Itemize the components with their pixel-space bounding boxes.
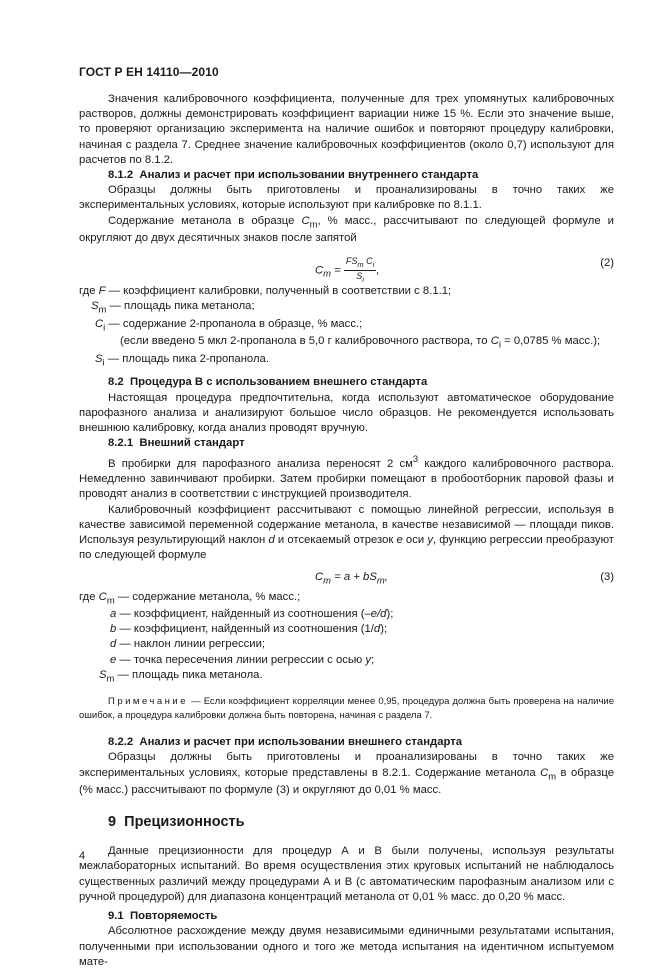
note-text: — Если коэффициент корреляции менее 0,95, процедура должна быть проверена на наличие ошибок, а процедура калибровки должна быть повторена, начиная с раздела 7. [79, 696, 614, 722]
text-fragment: , функцию регрессии преобразуют по следующей формуле [79, 534, 614, 562]
symbol-a: a [110, 607, 117, 620]
formula-lhs: C [315, 264, 324, 277]
symbol-y: y [365, 653, 372, 666]
symbol-c: C [490, 335, 499, 348]
paragraph-external-calculation [79, 750, 614, 798]
definition-text: ; [371, 653, 375, 666]
definition-sm-2 [79, 668, 614, 685]
subscript: i [103, 321, 106, 333]
note-label: Примечание [108, 696, 188, 708]
section-number: 8.2 [108, 376, 124, 389]
paragraph-procedure-b: Настоящая процедура предпочтительна, когда используют автоматическое оборудование парофазного анализа и анализируют большое число образцов. Не рекомендуется использовать внешнюю калибровку, когда анализ проводят вручную. [79, 391, 614, 434]
definition-si [79, 352, 614, 369]
text-fragment: каждого калибровочного раствора. Немедленно завинчивают пробирки. Затем пробирки помещают в пробоотборник паровой фазы и проводят анализ в соответствии с инструкцией производителя. [79, 458, 614, 501]
formula-rhs-sub: m [376, 573, 385, 585]
definition-text: ); [386, 607, 394, 620]
symbol-f: F [98, 285, 106, 298]
formula-number: (2) [600, 257, 614, 270]
numerator-sub-i: i [372, 260, 375, 270]
definition-text: — коэффициент, найденный из соотношения (– [116, 607, 371, 620]
definition-text: ); [380, 623, 388, 636]
formula-lhs-sub: m [323, 267, 332, 279]
definition-e [79, 653, 614, 668]
paragraph-methanol-content [79, 214, 614, 247]
text-fragment: и отсекаемый отрезок [274, 534, 397, 547]
paragraph-regression [79, 503, 614, 564]
section-8-2-1-heading [79, 436, 614, 451]
formula-lhs-sub: m [323, 573, 332, 585]
definition-b [79, 622, 614, 637]
symbol-c: C [98, 590, 107, 603]
definition-text: — коэффициент, найденный из соотношения (1/ [116, 623, 374, 636]
formula-expression [315, 256, 379, 285]
definition-ci [79, 317, 614, 334]
definition-text: — площадь пика 2-пропанола. [104, 352, 269, 365]
formula-number: (3) [600, 570, 614, 583]
section-title: Анализ и расчет при использовании внутреннего стандарта [139, 169, 479, 182]
fraction-denominator [344, 271, 376, 285]
section-number: 9.1 [108, 910, 124, 923]
formula-3 [79, 568, 614, 590]
section-title: Повторяемость [130, 910, 218, 923]
formula-rhs: = a + bS [331, 570, 377, 583]
section-number: 9 [108, 814, 117, 831]
definition-d [79, 637, 614, 652]
subscript: m [98, 303, 107, 315]
where-label: где [79, 590, 96, 603]
definition-text: — площадь пика метанола. [114, 668, 263, 681]
definition-ci-note [79, 334, 614, 351]
section-title: Анализ и расчет при использовании внешнего стандарта [139, 736, 463, 749]
symbol-d: d [373, 623, 381, 636]
section-9-1-heading [79, 909, 614, 924]
section-title: Прецизионность [124, 814, 245, 831]
symbol-s: S [99, 668, 107, 681]
text-fragment: Калибровочный коэффициент рассчитывают с помощью линейной регрессии, используя в качестве зависимой переменной содержание метанола, в качестве независимой — площади пиков. Используя результирующий наклон [79, 503, 614, 547]
paragraph-external-standard [79, 451, 614, 502]
symbol-b: b [110, 623, 117, 636]
symbol-c: C [95, 317, 104, 330]
symbol-d: d [268, 534, 275, 547]
symbol-s: S [95, 352, 103, 365]
text-fragment: в образце (% масс.) рассчитывают по формуле (3) и округляют до 0,01 % масс. [79, 766, 614, 797]
text-fragment: , % масс., рассчитывают по следующей формуле и округляют до двух десятичных знаков после запятой [79, 214, 614, 245]
text-fragment: В пробирки для парофазного анализа переносят 2 см [108, 458, 413, 471]
section-8-1-2-heading [79, 168, 614, 183]
section-number: 8.1.2 [108, 169, 134, 182]
text-fragment: оси [402, 534, 428, 547]
symbol-c: C [540, 766, 549, 779]
definition-text: — коэффициент калибровки, полученный в соответствии с 8.1.1; [105, 285, 452, 298]
definition-text: — площадь пика метанола; [106, 300, 255, 313]
definition-sm [79, 299, 614, 316]
paragraph-repeatability: Абсолютное расхождение между двумя независимыми единичными результатами испытания, полученными при использовании одного и того же метода испытания на идентичном испытуемом мате- [79, 925, 614, 968]
note-text: = 0,0785 % масс.); [500, 335, 601, 348]
symbol-s: S [91, 300, 99, 313]
page-number: 4 [79, 850, 86, 862]
text-fragment: Образцы должны быть приготовлены и проанализированы в точно таких же экспериментальных условиях, которые представлены в 8.2.1. Содержание метанола [79, 751, 614, 779]
paragraph-precision: Данные прецизионности для процедур А и В были получены, используя результаты межлабораторных испытаний. Во время осуществления этих круговых испытаний не наблюдалось существенных различий между процедурами А и В (с автоматическим парофазным анализом или с ручной процедурой) для диапазона концентраций метанола от 0,01 % масс. до 0,20 % масс. [79, 845, 614, 903]
section-number: 8.2.1 [108, 437, 134, 450]
symbol-e: e [110, 653, 117, 666]
symbol-y: y [427, 534, 433, 547]
subscript: m [106, 593, 115, 605]
subscript-m: m [309, 217, 318, 229]
section-8-2-2-heading [79, 735, 614, 750]
formula-equals: = [331, 264, 344, 277]
paragraph-calibration-variation: Значения калибровочного коэффициента, полученные для трех упомянутых калибровочных растворов, должны демонстрировать коэффициент вариации ниже 15 %. Если это значение выше, то проверяют организацию эксперимента на наличие ошибок и повторяют процедуру калибровки, начиная с раздела 7. Среднее значение калибровочных коэффициентов (около 0,7) используют для расчетов по 8.1.2. [79, 93, 614, 166]
formula-fraction [344, 256, 376, 285]
denominator-s: S [356, 271, 363, 282]
note-text: (если введено 5 мкл 2-пропанола в 5,0 г калибровочного раствора, то [120, 335, 491, 348]
definition-f [79, 284, 614, 299]
formula-tail: , [384, 570, 388, 583]
definition-text: — наклон линии регрессии; [116, 638, 266, 651]
numerator-c: C [366, 256, 373, 267]
symbol-c: C [301, 214, 310, 227]
section-number: 8.2.2 [108, 736, 134, 749]
section-title: Процедура В с использованием внешнего стандарта [130, 376, 428, 389]
formula-tail: , [376, 264, 380, 277]
fraction-numerator [344, 256, 376, 271]
document-body [79, 92, 614, 970]
section-9-heading [108, 812, 614, 832]
definition-text: — точка пересечения линии регрессии с осью [116, 653, 366, 666]
formula-2 [79, 250, 614, 284]
definition-text: — содержание метанола, % масс.; [114, 590, 301, 603]
page-header: ГОСТ Р ЕН 14110—2010 [79, 65, 219, 79]
definition-text: — содержание 2-пропанола в образце, % масс.; [105, 317, 363, 330]
paragraph-internal-samples: Образцы должны быть приготовлены и проанализированы в точно таких же экспериментальных условиях, которые используют при калибровке по 8.1.1. [79, 184, 614, 212]
section-title: Внешний стандарт [139, 437, 245, 450]
denominator-sub-i: i [362, 274, 364, 284]
note-correlation [79, 695, 614, 723]
subscript-m: m [548, 769, 557, 781]
ratio-e-d: e/d [370, 607, 387, 620]
definition-cm [79, 590, 614, 607]
section-8-2-heading [79, 375, 614, 390]
formula-lhs: C [315, 570, 324, 583]
where-label: где [79, 285, 96, 298]
subscript: m [106, 672, 115, 684]
text-fragment: Содержание метанола в образце [108, 214, 302, 227]
numerator-fs: FS [345, 256, 358, 267]
superscript: 3 [412, 453, 419, 465]
formula-expression [315, 570, 388, 587]
numerator-sub-m: m [357, 260, 364, 270]
symbol-d: d [110, 638, 117, 651]
subscript-i: i [498, 338, 501, 350]
definition-a [79, 607, 614, 622]
subscript: i [102, 356, 105, 368]
symbol-e: e [396, 534, 403, 547]
